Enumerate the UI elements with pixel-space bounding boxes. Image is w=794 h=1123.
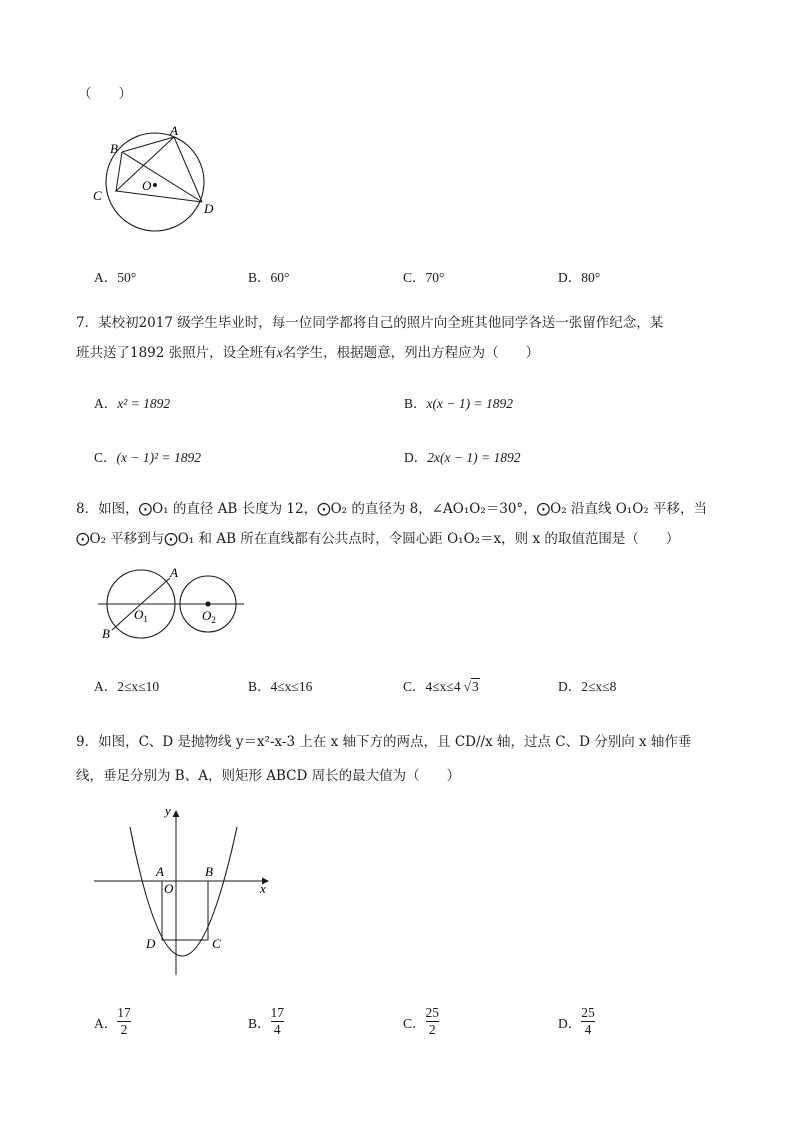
q9-stem-line2: 线，垂足分别为 B、A，则矩形 ABCD 周长的最大值为（ ）: [76, 768, 461, 784]
q9-option-c[interactable]: C． $\frac{25}{2}$: [403, 1005, 440, 1037]
q6-option-a[interactable]: A．50°: [94, 270, 137, 285]
q6-option-d[interactable]: D．80°: [558, 270, 601, 285]
q8-stem-line2: ⨀O₂ 平移到与⨀O₁ 和 AB 所在直线都有公共点时，令圆心距 O₁O₂＝x，则 x 的取值范围是（ ）: [76, 531, 680, 547]
q9-parabola-figure: [90, 805, 280, 980]
q8-circles-figure: [92, 562, 247, 642]
q9-option-d[interactable]: D． $\frac{25}{4}$: [558, 1005, 595, 1037]
q6-label-b: B: [110, 141, 118, 156]
q6-option-c[interactable]: C．70°: [403, 270, 445, 285]
q6-label-a: A: [170, 123, 178, 138]
q6-label-d: D: [204, 201, 214, 216]
q9-label-o: O: [164, 881, 174, 896]
q8-label-b: B: [102, 626, 110, 641]
q8-label-o2: $O_2$: [202, 608, 216, 625]
q6-answer-paren: （ ）: [78, 86, 132, 102]
q6-circle-figure: [88, 118, 218, 246]
q8-label-o1: $O_1$: [134, 607, 148, 624]
q7-option-b[interactable]: B．x(x − 1) = 1892: [404, 396, 513, 411]
q8-option-c[interactable]: C．4≤x≤4 √3: [403, 679, 479, 694]
q6-option-b[interactable]: B．60°: [248, 270, 290, 285]
q6-circle-o: [106, 133, 204, 231]
q9-label-y: y: [165, 805, 171, 818]
fraction: $\frac{25}{4}$: [581, 1005, 595, 1037]
q9-stem-line1: 9．如图，C、D 是抛物线 y＝x²-x-3 上在 x 轴下方的两点，且 CD//x 轴，过点 C、D 分别向 x 轴作垂: [76, 734, 692, 750]
q6-label-o: O: [142, 178, 152, 193]
q9-label-c: C: [212, 936, 221, 951]
q6-chord-cd: [116, 191, 202, 202]
q9-label-x: x: [260, 881, 266, 896]
q9-label-b: B: [205, 864, 213, 879]
sqrt-icon: √3: [463, 679, 479, 694]
q8-option-b[interactable]: B．4≤x≤16: [248, 679, 313, 694]
q8-option-a[interactable]: A．2≤x≤10: [94, 679, 160, 694]
q8-label-a: A: [170, 565, 178, 580]
q7-stem-line2: 班共送了1892 张照片，设全班有x名学生，根据题意，列出方程应为（ ）: [76, 345, 540, 361]
q9-option-b[interactable]: B． $\frac{17}{4}$: [248, 1005, 285, 1037]
q9-option-a[interactable]: A． $\frac{17}{2}$: [94, 1005, 131, 1037]
fraction: $\frac{17}{4}$: [270, 1005, 285, 1037]
q7-option-a[interactable]: A．x² = 1892: [94, 396, 171, 411]
q7-option-d[interactable]: D．2x(x − 1) = 1892: [404, 450, 521, 465]
q8-option-d[interactable]: D．2≤x≤8: [558, 679, 617, 694]
q9-label-a: A: [156, 864, 164, 879]
fraction: $\frac{17}{2}$: [117, 1005, 131, 1037]
q7-stem-line1: 7．某校初2017 级学生毕业时，每一位同学都将自己的照片向全班其他同学各送一张留作纪念，某: [76, 315, 664, 331]
fraction: $\frac{25}{2}$: [425, 1005, 440, 1037]
q9-label-d: D: [146, 936, 156, 951]
q8-center-o2-dot: [205, 601, 210, 606]
q8-stem-line1: 8．如图，⨀O₁ 的直径 AB 长度为 12，⨀O₂ 的直径为 8，∠AO₁O₂＝30°，⨀O₂ 沿直线 O₁O₂ 平移，当: [76, 501, 707, 517]
q6-label-c: C: [93, 188, 102, 203]
q6-chord-bd: [122, 152, 202, 202]
q6-chord-ad: [174, 137, 202, 202]
q6-center-dot: [153, 183, 157, 187]
q7-option-c[interactable]: C．(x − 1)² = 1892: [94, 450, 202, 465]
